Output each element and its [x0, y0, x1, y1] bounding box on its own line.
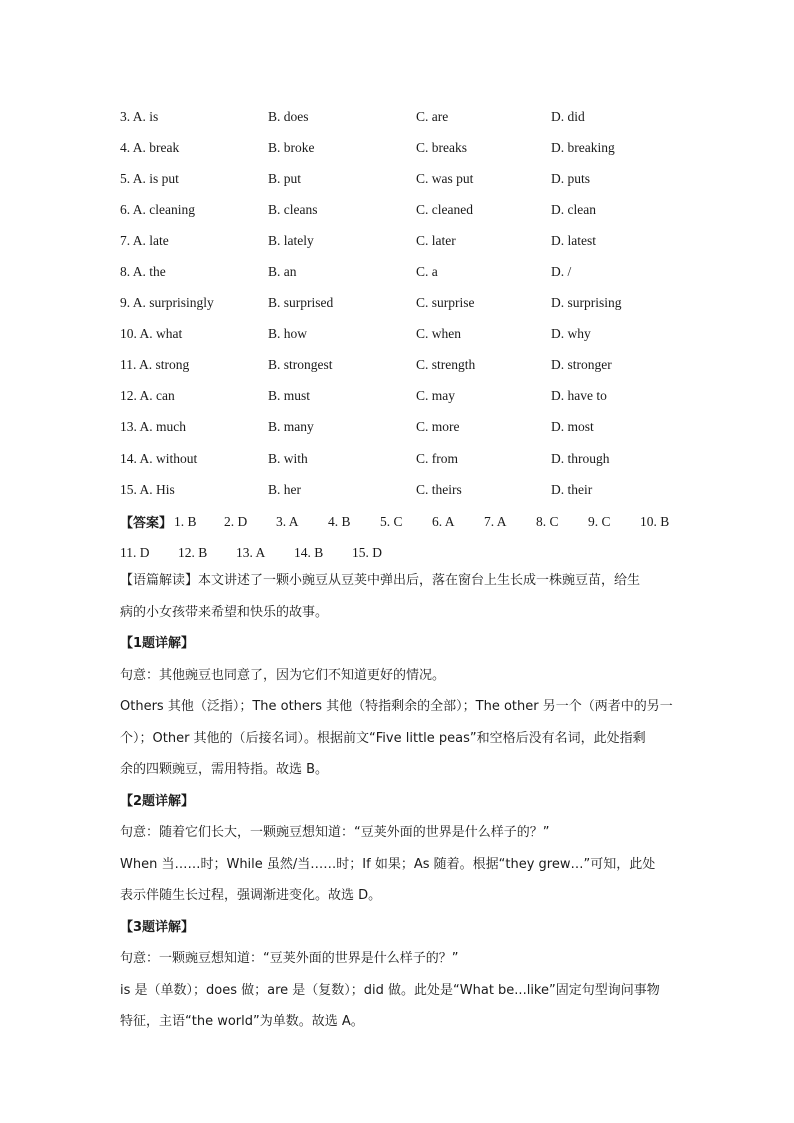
passage-summary-line: 【语篇解读】本文讲述了一颗小豌豆从豆荚中弹出后，落在窗台上生长成一株豌豆苗，给生	[120, 573, 641, 588]
option-row-10	[120, 319, 700, 350]
option-a: 11. A. strong	[120, 357, 190, 373]
answer-item: 3. A	[276, 513, 299, 529]
q2-meaning: 句意：随着它们长大，一颗豌豆想知道：“豆荚外面的世界是什么样子的？”	[120, 825, 550, 840]
answer-item: 5. C	[380, 513, 403, 529]
option-d: D. stronger	[551, 357, 612, 373]
option-a: 7. A. late	[120, 232, 169, 248]
q1-heading: 【1题详解】	[120, 636, 195, 651]
option-a: 15. A. His	[120, 481, 175, 497]
q3-explanation-line: is 是（单数）；does 做；are 是（复数）；did 做。此处是“What be...like”固定句型询问事物	[120, 982, 660, 998]
q2-heading: 【2题详解】	[120, 793, 195, 809]
option-d: D. did	[551, 108, 585, 124]
answer-item: 2. D	[224, 513, 248, 529]
option-c: C. may	[416, 388, 455, 404]
q1-explanation-line: 余的四颗豌豆，需用特指。故选 B。	[120, 762, 329, 777]
option-b: B. her	[268, 481, 301, 497]
option-a: 4. A. break	[120, 139, 180, 155]
answer-item: 10. B	[640, 513, 670, 529]
option-b: B. many	[268, 419, 314, 435]
q2-explanation-line: When 当……时；While 虽然/当……时；If 如果；As 随着。根据“they grew…”可知，此处	[120, 856, 656, 872]
option-c: C. breaks	[416, 139, 467, 155]
option-c: C. was put	[416, 170, 474, 186]
option-row-3	[120, 101, 700, 132]
answer-item: 12. B	[178, 544, 208, 560]
option-b: B. does	[268, 108, 309, 124]
answer-line-1	[120, 506, 700, 537]
option-d: D. through	[551, 450, 610, 466]
option-d: D. puts	[551, 170, 591, 186]
option-d: D. surprising	[551, 295, 622, 311]
option-row-4	[120, 132, 700, 163]
q2-explanation-line: 表示伴随生长过程，强调渐进变化。故选 D。	[120, 888, 382, 903]
option-row-11	[120, 350, 700, 381]
option-d: D. /	[551, 264, 572, 280]
answer-item: 4. B	[328, 513, 351, 529]
option-c: C. more	[416, 419, 460, 435]
option-c: C. from	[416, 450, 458, 466]
option-b: B. broke	[268, 139, 315, 155]
answer-key	[120, 506, 700, 568]
option-row-13	[120, 412, 700, 443]
option-a: 14. A. without	[120, 450, 198, 466]
option-c: C. when	[416, 326, 461, 342]
option-c: C. later	[416, 232, 456, 248]
option-a: 10. A. what	[120, 326, 183, 342]
option-b: B. put	[268, 170, 302, 186]
answer-line-2	[120, 537, 700, 568]
option-d: D. why	[551, 326, 591, 342]
answer-item: 13. A	[236, 544, 266, 560]
option-row-5	[120, 163, 700, 194]
option-row-6	[120, 194, 700, 225]
q3-explanation-line: 特征，主语“the world”为单数。故选 A。	[120, 1014, 364, 1029]
answer-item: 8. C	[536, 513, 559, 529]
q1-explanation-line: Others 其他（泛指）；The others 其他（特指剩余的全部）；The other 另一个（两者中的另一	[120, 699, 673, 714]
option-a: 3. A. is	[120, 108, 159, 124]
option-c: C. theirs	[416, 481, 462, 497]
option-row-12	[120, 381, 700, 412]
answer-item: 11. D	[120, 544, 150, 560]
option-c: C. cleaned	[416, 201, 473, 217]
option-b: B. an	[268, 264, 297, 280]
q3-heading: 【3题详解】	[120, 919, 195, 935]
q1-meaning: 句意：其他豌豆也同意了，因为它们不知道更好的情况。	[120, 667, 446, 683]
options-table	[120, 101, 700, 505]
option-b: B. cleans	[268, 201, 318, 217]
option-a: 5. A. is put	[120, 170, 179, 186]
option-d: D. latest	[551, 232, 596, 248]
option-c: C. a	[416, 264, 438, 280]
explanations	[120, 565, 680, 1038]
option-d: D. have to	[551, 388, 607, 404]
option-b: B. strongest	[268, 357, 333, 373]
answer-item: 9. C	[588, 513, 611, 529]
option-b: B. how	[268, 326, 308, 342]
answer-item: 7. A	[484, 513, 507, 529]
option-b: B. with	[268, 450, 308, 466]
option-a: 9. A. surprisingly	[120, 295, 214, 311]
answer-item: 1. B	[174, 513, 197, 529]
option-a: 12. A. can	[120, 388, 175, 404]
option-d: D. clean	[551, 201, 596, 217]
option-c: C. surprise	[416, 295, 475, 311]
answer-item: 15. D	[352, 544, 382, 560]
option-row-15	[120, 474, 700, 505]
option-row-14	[120, 443, 700, 474]
option-b: B. must	[268, 388, 311, 404]
q1-explanation-line: 个）；Other 其他的（后接名词）。根据前文“Five little peas”和空格后没有名词，此处指剩	[120, 730, 646, 746]
option-b: B. surprised	[268, 295, 334, 311]
option-a: 13. A. much	[120, 419, 186, 435]
answer-heading: 【答案】	[120, 516, 173, 531]
answer-item: 14. B	[294, 544, 324, 560]
option-d: D. their	[551, 481, 593, 497]
option-c: C. strength	[416, 357, 476, 373]
option-row-7	[120, 225, 700, 256]
option-d: D. most	[551, 419, 594, 435]
option-a: 6. A. cleaning	[120, 201, 195, 217]
option-row-8	[120, 256, 700, 287]
option-a: 8. A. the	[120, 264, 166, 280]
q3-meaning: 句意：一颗豌豆想知道：“豆荚外面的世界是什么样子的？”	[120, 951, 459, 966]
option-row-9	[120, 288, 700, 319]
option-c: C. are	[416, 108, 449, 124]
passage-summary-line: 病的小女孩带来希望和快乐的故事。	[120, 604, 329, 620]
option-d: D. breaking	[551, 139, 615, 155]
option-b: B. lately	[268, 232, 314, 248]
answer-item: 6. A	[432, 513, 455, 529]
